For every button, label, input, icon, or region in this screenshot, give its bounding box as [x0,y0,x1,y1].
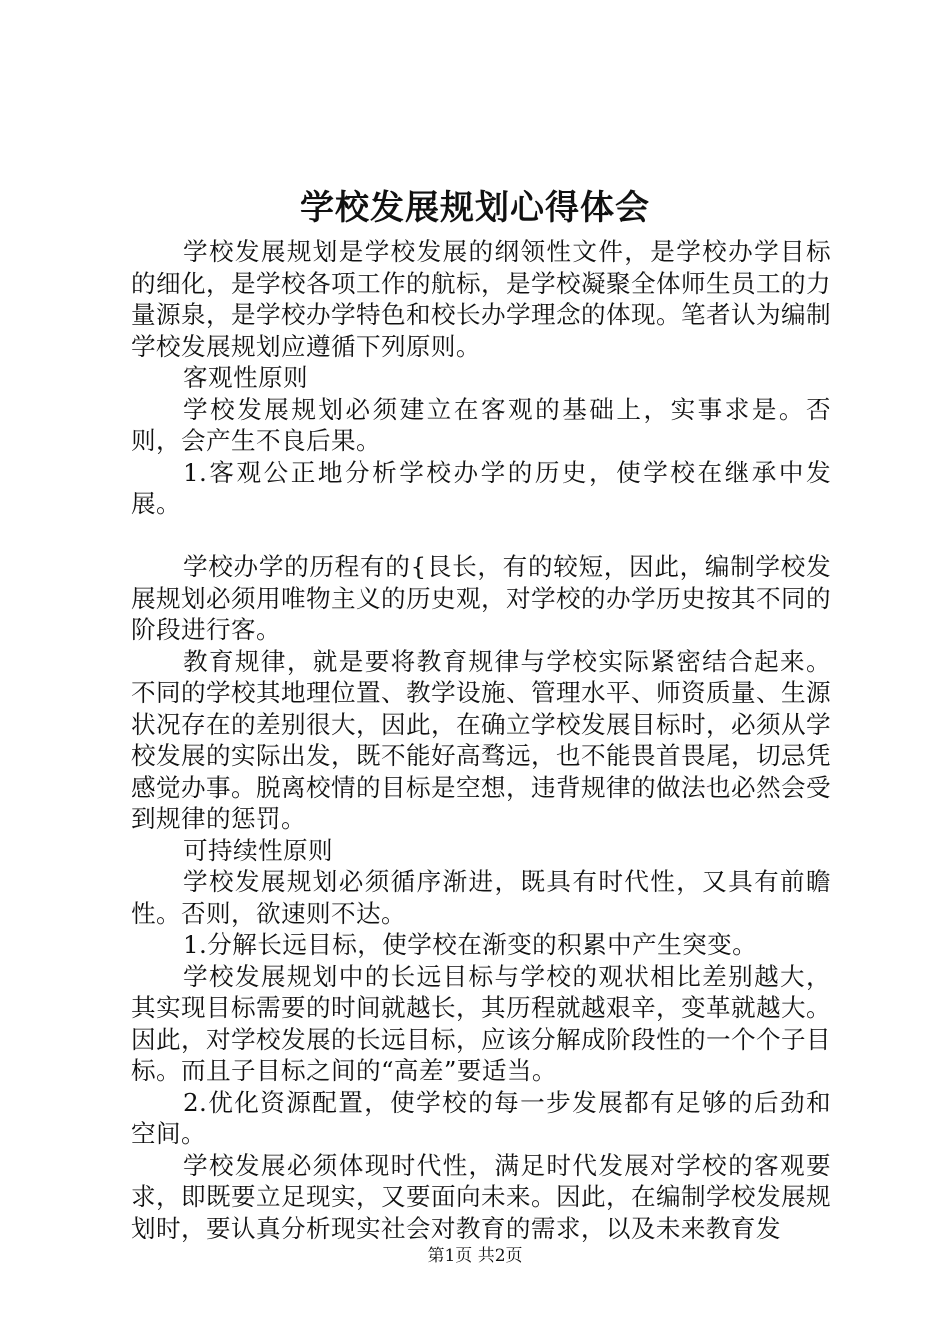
body-paragraph: 学校发展规划必须循序渐进，既具有时代性，又具有前瞻性。否则，欲速则不达。 [131,867,831,928]
document-title: 学校发展规划心得体会 [300,188,650,228]
numbered-item: 1.客观公正地分析学校办学的历史，使学校在继承中发展。 [131,457,831,518]
numbered-item: 1.分解长远目标，使学校在渐变的积累中产生突变。 [183,930,758,959]
body-paragraph: 学校发展规划是学校发展的纲领性文件，是学校办学目标的细化，是学校各项工作的航标，是学校凝聚全体师生员工的力量源泉，是学校办学特色和校长办学理念的体现。笔者认为编制学校发展规划应遵循下列原则。 [131,237,831,361]
document-body [131,236,831,1244]
body-paragraph: 学校发展规划必须建立在客观的基础上，实事求是。否则，会产生不良后果。 [131,394,831,455]
body-paragraph: 学校办学的历程有的{艮长，有的较短，因此，编制学校发展规划必须用唯物主义的历史观，对学校的办学历史按其不同的阶段进行客。 [131,552,831,644]
paragraph-spacer [131,520,831,552]
page-number-footer: 第1页 共2页 [427,1246,523,1266]
body-paragraph: 学校发展规划中的长远目标与学校的观状相比差别越大，其实现目标需要的时间就越长，其历程就越艰辛，变革就越大。因此，对学校发展的长远目标，应该分解成阶段性的一个个子目标。而且子目标之间的“高差”要适当。 [131,961,831,1085]
numbered-item: 2.优化资源配置，使学校的每一步发展都有足够的后劲和空间。 [131,1087,831,1148]
body-paragraph: 教育规律，就是要将教育规律与学校实际紧密结合起来。不同的学校其地理位置、教学设施、管理水平、师资质量、生源状况存在的差别很大，因此，在确立学校发展目标时，必须从学校发展的实际出发，既不能好高骛远，也不能畏首畏尾，切忌凭感觉办事。脱离校情的目标是空想，违背规律的做法也必然会受到规律的惩罚。 [131,646,831,833]
section-heading: 可持续性原则 [183,835,333,865]
body-paragraph: 学校发展必须体现时代性，满足时代发展对学校的客观要求，即既要立足现实，又要面向未来。因此，在编制学校发展规划时，要认真分析现实社会对教育的需求，以及未来教育发 [131,1150,831,1243]
section-heading: 客观性原则 [183,363,308,392]
